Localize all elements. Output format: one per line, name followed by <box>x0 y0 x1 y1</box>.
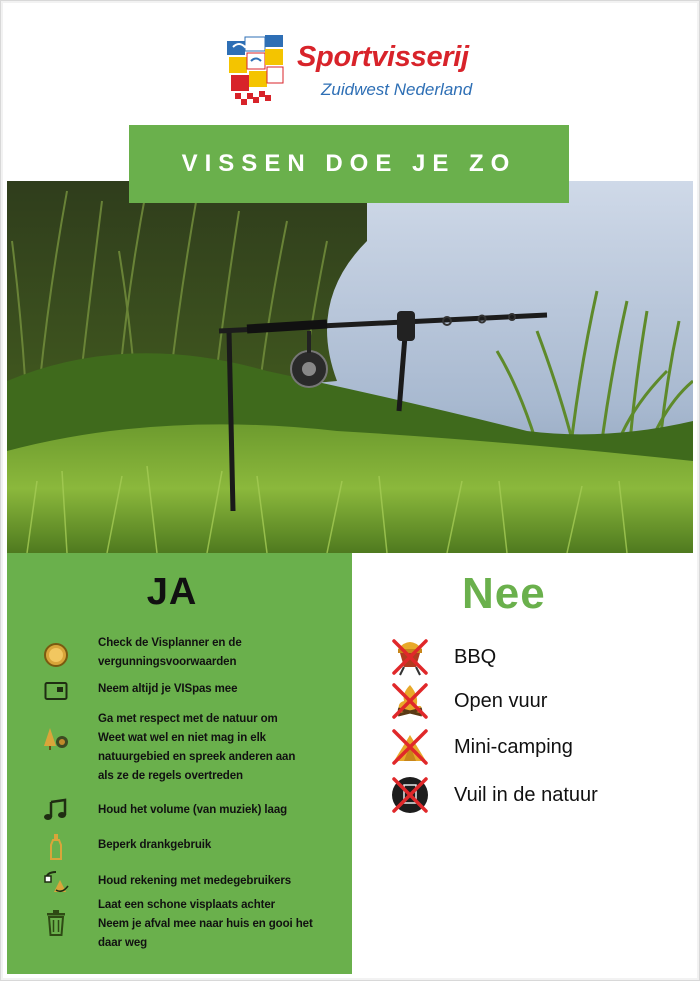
logo-mark-icon <box>225 33 289 109</box>
card-icon <box>41 676 71 706</box>
ja-panel <box>7 553 352 974</box>
logo-subtitle: Zuidwest Nederland <box>321 80 473 99</box>
people-icon <box>41 866 71 896</box>
ja-item-line: natuurgebied en spreek anderen aan <box>98 751 296 763</box>
nee-panel <box>352 553 693 974</box>
tent-icon <box>390 727 430 767</box>
bbq-icon <box>390 637 430 677</box>
ja-item-line: daar weg <box>98 937 148 949</box>
ja-item-text <box>98 710 323 786</box>
ja-item-text <box>98 836 323 855</box>
ja-item-line: Beperk drankgebruik <box>98 839 212 851</box>
fire-icon <box>390 681 430 721</box>
ja-item-line: Houd het volume (van muziek) laag <box>98 804 288 816</box>
ja-item-text <box>98 680 323 699</box>
logo <box>225 33 485 111</box>
ja-item-text <box>98 896 323 953</box>
ja-heading: JA <box>146 571 198 613</box>
ja-item-line: als ze de regels overtreden <box>98 770 243 782</box>
ja-item-line: Neem altijd je VISpas mee <box>98 683 238 695</box>
ja-item-line: vergunningsvoorwaarden <box>98 656 237 668</box>
ja-item-line: Ga met respect met de natuur om <box>98 713 278 725</box>
nature-icon <box>41 724 71 754</box>
nee-item-label: BBQ <box>454 646 497 668</box>
litter-icon <box>390 775 430 815</box>
compass-icon <box>41 640 71 670</box>
fishing-photo <box>7 181 693 553</box>
nee-item-label: Vuil in de natuur <box>454 784 598 806</box>
ja-item-line: Laat een schone visplaats achter <box>98 899 276 911</box>
ja-item-line: Check de Visplanner en de <box>98 637 242 649</box>
ja-item-text <box>98 634 323 672</box>
title-banner <box>129 125 569 203</box>
nee-item-label: Open vuur <box>454 690 548 712</box>
bottle-icon <box>41 832 71 862</box>
banner-title: VISSEN DOE JE ZO <box>181 150 517 177</box>
ja-item-line: Houd rekening met medegebruikers <box>98 875 291 887</box>
logo-title: Sportvisserij <box>297 41 469 73</box>
nee-heading: Nee <box>462 569 546 618</box>
nee-item-label: Mini-camping <box>454 736 573 758</box>
ja-item-line: Weet wat wel en niet mag in elk <box>98 732 266 744</box>
ja-item-line: Neem je afval mee naar huis en gooi het <box>98 918 313 930</box>
trash-icon <box>41 908 71 938</box>
music-note-icon <box>41 795 71 825</box>
ja-item-text <box>98 872 323 891</box>
ja-item-text <box>98 801 323 820</box>
